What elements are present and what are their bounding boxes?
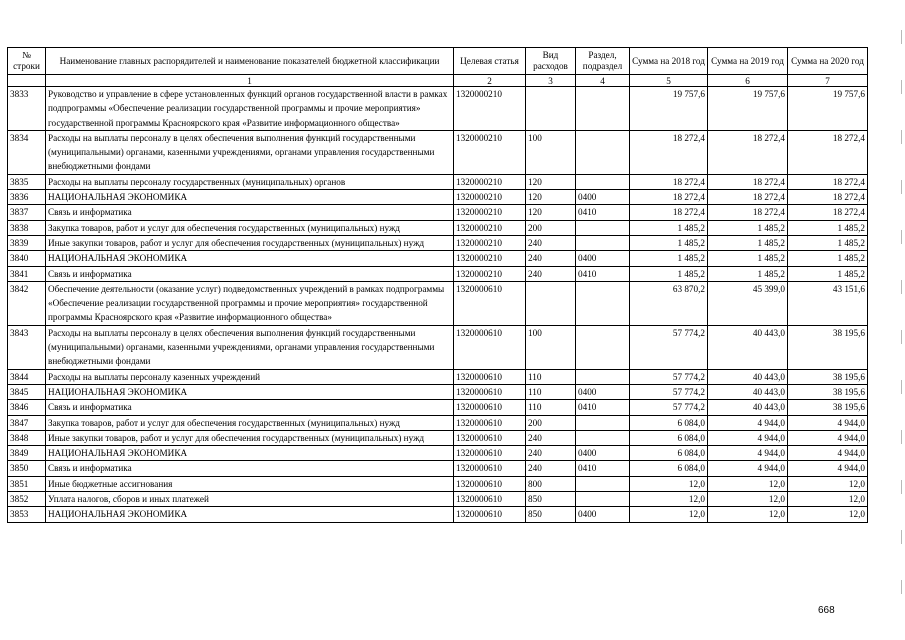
row-sum-2020: 38 195,6 <box>788 384 868 399</box>
page-number: 668 <box>818 605 835 616</box>
row-expense-type: 110 <box>526 400 576 415</box>
table-row <box>8 220 868 235</box>
row-expense-type: 200 <box>526 415 576 430</box>
table-row <box>8 476 868 491</box>
row-name: НАЦИОНАЛЬНАЯ ЭКОНОМИКА <box>46 446 454 461</box>
row-number: 3834 <box>8 130 46 174</box>
row-number: 3848 <box>8 430 46 445</box>
row-sum-2019: 1 485,2 <box>708 251 788 266</box>
column-number-row <box>8 75 868 87</box>
row-sum-2020: 1 485,2 <box>788 251 868 266</box>
header-row-number: № строки <box>8 48 46 75</box>
table-row <box>8 130 868 174</box>
row-target-article: 1320000210 <box>454 220 526 235</box>
row-number: 3851 <box>8 476 46 491</box>
header-sum-2020: Сумма на 2020 год <box>788 48 868 75</box>
row-sum-2020: 18 272,4 <box>788 190 868 205</box>
edge-mark <box>901 80 902 94</box>
row-name: Связь и информатика <box>46 266 454 281</box>
row-sum-2018: 18 272,4 <box>630 130 708 174</box>
table-body <box>8 87 868 523</box>
table-row <box>8 369 868 384</box>
row-sum-2019: 4 944,0 <box>708 461 788 476</box>
row-sum-2018: 57 774,2 <box>630 369 708 384</box>
row-section: 0410 <box>576 266 630 281</box>
row-sum-2019: 40 443,0 <box>708 400 788 415</box>
row-target-article: 1320000610 <box>454 384 526 399</box>
row-section <box>576 87 630 131</box>
column-number: 4 <box>576 75 630 87</box>
row-name: Связь и информатика <box>46 205 454 220</box>
row-number: 3849 <box>8 446 46 461</box>
budget-table <box>7 47 868 523</box>
row-expense-type: 240 <box>526 266 576 281</box>
edge-mark <box>901 230 902 244</box>
row-target-article: 1320000610 <box>454 492 526 507</box>
row-sum-2019: 40 443,0 <box>708 325 788 369</box>
row-section: 0410 <box>576 205 630 220</box>
row-sum-2020: 12,0 <box>788 507 868 522</box>
row-sum-2018: 12,0 <box>630 492 708 507</box>
column-number: 7 <box>788 75 868 87</box>
row-sum-2019: 40 443,0 <box>708 384 788 399</box>
row-section <box>576 369 630 384</box>
row-target-article: 1320000210 <box>454 174 526 189</box>
row-sum-2020: 19 757,6 <box>788 87 868 131</box>
row-name: НАЦИОНАЛЬНАЯ ЭКОНОМИКА <box>46 251 454 266</box>
row-sum-2019: 45 399,0 <box>708 281 788 325</box>
edge-mark <box>901 480 902 494</box>
row-expense-type <box>526 87 576 131</box>
column-number: 2 <box>454 75 526 87</box>
table-row <box>8 492 868 507</box>
column-number: 5 <box>630 75 708 87</box>
edge-mark <box>901 530 902 544</box>
table-row <box>8 190 868 205</box>
row-sum-2018: 6 084,0 <box>630 446 708 461</box>
row-target-article: 1320000610 <box>454 446 526 461</box>
row-target-article: 1320000610 <box>454 415 526 430</box>
row-sum-2019: 12,0 <box>708 476 788 491</box>
header-section: Раздел, подраздел <box>576 48 630 75</box>
row-sum-2018: 6 084,0 <box>630 415 708 430</box>
row-sum-2020: 38 195,6 <box>788 325 868 369</box>
edge-mark <box>901 180 902 194</box>
table-row <box>8 205 868 220</box>
row-number: 3841 <box>8 266 46 281</box>
row-section: 0400 <box>576 507 630 522</box>
row-section <box>576 476 630 491</box>
row-target-article: 1320000210 <box>454 235 526 250</box>
row-section <box>576 492 630 507</box>
row-name: НАЦИОНАЛЬНАЯ ЭКОНОМИКА <box>46 384 454 399</box>
row-number: 3853 <box>8 507 46 522</box>
row-expense-type: 850 <box>526 492 576 507</box>
table-row <box>8 174 868 189</box>
header-expense-type: Вид расходов <box>526 48 576 75</box>
table-row <box>8 251 868 266</box>
row-target-article: 1320000610 <box>454 325 526 369</box>
row-number: 3839 <box>8 235 46 250</box>
row-sum-2019: 18 272,4 <box>708 174 788 189</box>
row-expense-type: 110 <box>526 384 576 399</box>
header-sum-2019: Сумма на 2019 год <box>708 48 788 75</box>
row-sum-2020: 4 944,0 <box>788 461 868 476</box>
table-row <box>8 87 868 131</box>
row-sum-2020: 18 272,4 <box>788 174 868 189</box>
row-sum-2018: 18 272,4 <box>630 174 708 189</box>
header-sum-2018: Сумма на 2018 год <box>630 48 708 75</box>
row-target-article: 1320000610 <box>454 430 526 445</box>
row-sum-2019: 19 757,6 <box>708 87 788 131</box>
row-target-article: 1320000610 <box>454 476 526 491</box>
row-sum-2018: 6 084,0 <box>630 430 708 445</box>
row-sum-2019: 18 272,4 <box>708 130 788 174</box>
row-sum-2018: 57 774,2 <box>630 384 708 399</box>
row-sum-2018: 18 272,4 <box>630 190 708 205</box>
table-row <box>8 461 868 476</box>
row-expense-type: 240 <box>526 251 576 266</box>
row-sum-2019: 18 272,4 <box>708 190 788 205</box>
row-number: 3837 <box>8 205 46 220</box>
row-expense-type: 110 <box>526 369 576 384</box>
table-row <box>8 400 868 415</box>
row-name: Расходы на выплаты персоналу государственных (муниципальных) органов <box>46 174 454 189</box>
row-name: Иные закупки товаров, работ и услуг для обеспечения государственных (муниципальных) нужд <box>46 235 454 250</box>
column-number: 3 <box>526 75 576 87</box>
row-section: 0400 <box>576 446 630 461</box>
scan-edge-marks <box>899 30 903 620</box>
row-target-article: 1320000610 <box>454 507 526 522</box>
row-name: НАЦИОНАЛЬНАЯ ЭКОНОМИКА <box>46 507 454 522</box>
column-number: 6 <box>708 75 788 87</box>
row-expense-type <box>526 281 576 325</box>
row-number: 3852 <box>8 492 46 507</box>
row-sum-2018: 1 485,2 <box>630 266 708 281</box>
row-name: Уплата налогов, сборов и иных платежей <box>46 492 454 507</box>
row-expense-type: 240 <box>526 461 576 476</box>
row-section <box>576 130 630 174</box>
row-sum-2018: 63 870,2 <box>630 281 708 325</box>
row-sum-2020: 4 944,0 <box>788 430 868 445</box>
row-sum-2020: 43 151,6 <box>788 281 868 325</box>
row-name: Расходы на выплаты персоналу казенных учреждений <box>46 369 454 384</box>
row-section: 0400 <box>576 251 630 266</box>
row-number: 3842 <box>8 281 46 325</box>
row-sum-2019: 12,0 <box>708 492 788 507</box>
edge-mark <box>901 380 902 394</box>
row-target-article: 1320000210 <box>454 130 526 174</box>
row-name: Расходы на выплаты персоналу в целях обеспечения выполнения функций государственными (муниципальными) органами, казенными учреждениями, органами управления государственными внебюджетными фондами <box>46 130 454 174</box>
row-target-article: 1320000210 <box>454 205 526 220</box>
edge-mark <box>901 330 902 344</box>
header-row <box>8 48 868 75</box>
row-section <box>576 235 630 250</box>
row-section: 0400 <box>576 190 630 205</box>
row-sum-2018: 1 485,2 <box>630 235 708 250</box>
table-row <box>8 415 868 430</box>
row-sum-2020: 38 195,6 <box>788 400 868 415</box>
row-sum-2019: 18 272,4 <box>708 205 788 220</box>
row-sum-2020: 12,0 <box>788 492 868 507</box>
row-sum-2020: 38 195,6 <box>788 369 868 384</box>
row-sum-2018: 19 757,6 <box>630 87 708 131</box>
row-name: Связь и информатика <box>46 400 454 415</box>
row-number: 3836 <box>8 190 46 205</box>
row-sum-2020: 18 272,4 <box>788 130 868 174</box>
row-sum-2018: 18 272,4 <box>630 205 708 220</box>
row-section <box>576 415 630 430</box>
row-expense-type: 100 <box>526 130 576 174</box>
table-row <box>8 266 868 281</box>
row-sum-2018: 1 485,2 <box>630 251 708 266</box>
row-sum-2018: 57 774,2 <box>630 325 708 369</box>
row-name: Связь и информатика <box>46 461 454 476</box>
row-section <box>576 430 630 445</box>
row-sum-2020: 18 272,4 <box>788 205 868 220</box>
table-row <box>8 446 868 461</box>
row-sum-2018: 6 084,0 <box>630 461 708 476</box>
row-number: 3838 <box>8 220 46 235</box>
row-expense-type: 120 <box>526 174 576 189</box>
header-target-article: Целевая статья <box>454 48 526 75</box>
row-name: Закупка товаров, работ и услуг для обеспечения государственных (муниципальных) нужд <box>46 415 454 430</box>
edge-mark <box>901 430 902 444</box>
table-row <box>8 430 868 445</box>
row-name: Обеспечение деятельности (оказание услуг) подведомственных учреждений в рамках подпрограммы «Обеспечение реализации государственной программы и прочие мероприятия» государственной программы Красноярского края «Развитие информационного общества» <box>46 281 454 325</box>
row-sum-2018: 12,0 <box>630 476 708 491</box>
row-sum-2020: 1 485,2 <box>788 235 868 250</box>
row-target-article: 1320000210 <box>454 266 526 281</box>
column-number: 1 <box>46 75 454 87</box>
table-row <box>8 507 868 522</box>
row-expense-type: 120 <box>526 190 576 205</box>
row-number: 3843 <box>8 325 46 369</box>
row-number: 3846 <box>8 400 46 415</box>
row-section: 0400 <box>576 384 630 399</box>
row-section <box>576 281 630 325</box>
row-number: 3845 <box>8 384 46 399</box>
table-row <box>8 235 868 250</box>
row-expense-type: 240 <box>526 446 576 461</box>
table-row <box>8 325 868 369</box>
row-expense-type: 850 <box>526 507 576 522</box>
column-number-blank <box>8 75 46 87</box>
row-target-article: 1320000610 <box>454 461 526 476</box>
row-number: 3850 <box>8 461 46 476</box>
row-sum-2019: 40 443,0 <box>708 369 788 384</box>
row-sum-2019: 4 944,0 <box>708 415 788 430</box>
row-number: 3847 <box>8 415 46 430</box>
row-number: 3844 <box>8 369 46 384</box>
row-name: Расходы на выплаты персоналу в целях обеспечения выполнения функций государственными (муниципальными) органами, казенными учреждениями, органами управления государственными внебюджетными фондами <box>46 325 454 369</box>
row-number: 3835 <box>8 174 46 189</box>
row-sum-2019: 1 485,2 <box>708 220 788 235</box>
row-name: НАЦИОНАЛЬНАЯ ЭКОНОМИКА <box>46 190 454 205</box>
row-target-article: 1320000610 <box>454 281 526 325</box>
table-row <box>8 281 868 325</box>
row-name: Иные закупки товаров, работ и услуг для обеспечения государственных (муниципальных) нужд <box>46 430 454 445</box>
row-sum-2020: 4 944,0 <box>788 415 868 430</box>
row-expense-type: 240 <box>526 235 576 250</box>
row-expense-type: 240 <box>526 430 576 445</box>
row-sum-2020: 1 485,2 <box>788 220 868 235</box>
row-name: Иные бюджетные ассигнования <box>46 476 454 491</box>
row-sum-2019: 1 485,2 <box>708 266 788 281</box>
row-sum-2020: 4 944,0 <box>788 446 868 461</box>
row-sum-2019: 12,0 <box>708 507 788 522</box>
row-number: 3833 <box>8 87 46 131</box>
row-section <box>576 220 630 235</box>
row-sum-2020: 12,0 <box>788 476 868 491</box>
edge-mark <box>901 130 902 144</box>
row-section: 0410 <box>576 400 630 415</box>
header-name: Наименование главных распорядителей и наименование показателей бюджетной классификации <box>46 48 454 75</box>
row-sum-2019: 4 944,0 <box>708 430 788 445</box>
row-sum-2018: 1 485,2 <box>630 220 708 235</box>
row-sum-2018: 57 774,2 <box>630 400 708 415</box>
edge-mark <box>901 30 902 44</box>
row-sum-2019: 1 485,2 <box>708 235 788 250</box>
row-section <box>576 174 630 189</box>
row-number: 3840 <box>8 251 46 266</box>
edge-mark <box>901 280 902 294</box>
row-expense-type: 120 <box>526 205 576 220</box>
row-name: Закупка товаров, работ и услуг для обеспечения государственных (муниципальных) нужд <box>46 220 454 235</box>
table-row <box>8 384 868 399</box>
row-target-article: 1320000210 <box>454 251 526 266</box>
row-target-article: 1320000610 <box>454 369 526 384</box>
row-target-article: 1320000210 <box>454 190 526 205</box>
row-section: 0410 <box>576 461 630 476</box>
row-sum-2020: 1 485,2 <box>788 266 868 281</box>
row-target-article: 1320000210 <box>454 87 526 131</box>
row-sum-2018: 12,0 <box>630 507 708 522</box>
edge-mark <box>901 580 902 594</box>
row-expense-type: 200 <box>526 220 576 235</box>
row-expense-type: 800 <box>526 476 576 491</box>
row-sum-2019: 4 944,0 <box>708 446 788 461</box>
row-target-article: 1320000610 <box>454 400 526 415</box>
row-section <box>576 325 630 369</box>
row-expense-type: 100 <box>526 325 576 369</box>
row-name: Руководство и управление в сфере установленных функций органов государственной власти в рамках подпрограммы «Обеспечение реализации государственной программы и прочие мероприятия» государственной программы Красноярского края «Развитие информационного общества» <box>46 87 454 131</box>
